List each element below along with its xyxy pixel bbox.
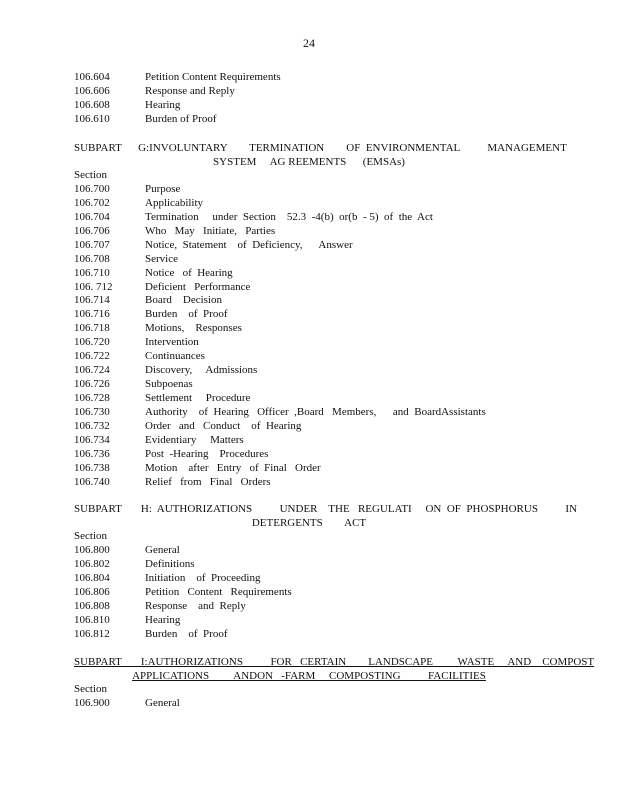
subpart-h-section-list <box>74 530 544 642</box>
list-item <box>74 378 544 392</box>
section-number: 106.610 <box>74 112 110 125</box>
section-title: Notice, Statement of Deficiency, Answer <box>145 238 353 251</box>
section-number: 106.802 <box>74 557 110 570</box>
subpart-h-heading-line1: SUBPART H: AUTHORIZATIONS UNDER THE REGULATI ON OF PHOSPHORUS IN <box>74 503 578 515</box>
list-item <box>74 336 544 350</box>
list-item <box>74 197 544 211</box>
list-item <box>74 267 544 281</box>
list-item <box>74 211 544 225</box>
section-number: 106.706 <box>74 224 110 237</box>
section-title: Service <box>145 252 178 265</box>
section-number: 106.718 <box>74 322 110 335</box>
section-title: Hearing <box>145 613 181 626</box>
list-item <box>74 434 544 448</box>
subpart-g-section-list <box>74 169 544 490</box>
section-number: 106.710 <box>74 266 110 279</box>
section-number: 106.804 <box>74 571 110 584</box>
section-number: 106.900 <box>74 696 110 709</box>
section-title: Petition Content Requirements <box>145 585 292 598</box>
section-title: Petition Content Requirements <box>145 71 281 83</box>
section-number: 106.810 <box>74 613 110 626</box>
list-item <box>74 697 544 711</box>
section-title: General <box>145 696 180 709</box>
section-title: Relief from Final Orders <box>145 475 271 488</box>
list-item <box>74 406 544 420</box>
section-number: 106.734 <box>74 433 110 446</box>
list-item <box>74 350 544 364</box>
section-number: 106.720 <box>74 336 110 349</box>
section-number: 106. 712 <box>74 280 113 293</box>
section-number: 106.732 <box>74 419 110 432</box>
list-item <box>74 392 544 406</box>
section-number: 106.738 <box>74 461 110 474</box>
subpart-i-heading-line1: SUBPART I:AUTHORIZATIONS FOR CERTAIN LANDSCAPE WASTE AND COMPOST <box>74 656 595 668</box>
section-title: Deficient Performance <box>145 280 251 293</box>
section-title: Burden of Proof <box>145 308 228 321</box>
section-title: Response and Reply <box>145 599 246 612</box>
list-item <box>74 99 544 113</box>
list-item <box>74 448 544 462</box>
section-title: Settlement Procedure <box>145 392 251 404</box>
list-item <box>74 364 544 378</box>
section-number: 106.700 <box>74 182 110 195</box>
section-title: Response and Reply <box>145 84 235 97</box>
section-title: Subpoenas <box>145 378 193 391</box>
section-title: Post -Hearing Procedures <box>145 447 269 460</box>
section-title: Evidentiary Matters <box>145 433 244 446</box>
list-item <box>74 225 544 239</box>
section-number: 106.808 <box>74 599 110 612</box>
section-title: Purpose <box>145 182 181 195</box>
list-item <box>74 322 544 336</box>
section-number: 106.704 <box>74 210 110 223</box>
section-title: Discovery, Admissions <box>145 364 258 377</box>
section-number: 106.730 <box>74 405 110 418</box>
section-title: Motion after Entry of Final Order <box>145 461 321 474</box>
subpart-h-heading-line2: DETERGENTS ACT <box>251 517 367 529</box>
section-title: Continuances <box>145 350 205 363</box>
section-title: Termination under Section 52.3 -4(b) or(b - 5) of the Act <box>145 210 433 223</box>
section-label: Section <box>74 169 107 181</box>
section-number: 106.604 <box>74 71 110 83</box>
section-number: 106.736 <box>74 447 110 460</box>
subpart-h-heading <box>74 502 578 530</box>
list-item <box>74 253 544 267</box>
subpart-i-heading-line2: APPLICATIONS ANDON -FARM COMPOSTING FACILITIES <box>132 670 486 682</box>
section-title: Hearing <box>145 98 181 111</box>
subpart-g-heading <box>74 141 567 169</box>
section-number: 106.800 <box>74 543 110 556</box>
section-number: 106.724 <box>74 364 110 377</box>
top-section-list <box>74 71 544 127</box>
list-item <box>74 462 544 476</box>
section-title: Definitions <box>145 557 195 570</box>
section-label: Section <box>74 530 107 542</box>
list-item <box>74 294 544 308</box>
list-item <box>74 85 544 99</box>
section-title: Applicability <box>145 196 204 209</box>
section-title: Who May Initiate, Parties <box>145 224 276 237</box>
section-title: Order and Conduct of Hearing <box>145 419 302 432</box>
section-title: Authority of Hearing Officer ,Board Members, and BoardAssistants <box>145 405 486 418</box>
section-number: 106.714 <box>74 294 110 307</box>
list-item <box>74 544 544 558</box>
section-title: Board Decision <box>145 294 222 307</box>
list-item <box>74 420 544 434</box>
section-title: Burden of Proof <box>145 112 217 125</box>
list-item <box>74 558 544 572</box>
list-item <box>74 600 544 614</box>
list-item <box>74 614 544 628</box>
list-item <box>74 183 544 197</box>
list-item <box>74 71 544 85</box>
section-number: 106.707 <box>74 238 110 251</box>
list-item <box>74 113 544 127</box>
section-number: 106.740 <box>74 475 110 488</box>
section-number: 106.708 <box>74 252 110 265</box>
subpart-i-heading <box>74 655 595 683</box>
section-title: General <box>145 543 180 556</box>
section-number: 106.812 <box>74 627 110 640</box>
list-item <box>74 572 544 586</box>
page-number: 24 <box>303 36 315 50</box>
section-title: Motions, Responses <box>145 322 242 335</box>
section-title: Initiation of Proceeding <box>145 571 261 584</box>
section-number: 106.702 <box>74 196 110 209</box>
section-number: 106.722 <box>74 350 110 363</box>
list-item <box>74 239 544 253</box>
list-item <box>74 586 544 600</box>
subpart-g-heading-line2: SYSTEM AG REEMENTS (EMSAs) <box>213 156 405 168</box>
section-label: Section <box>74 683 107 695</box>
section-number: 106.806 <box>74 585 110 598</box>
section-number: 106.606 <box>74 84 110 97</box>
list-item <box>74 476 544 490</box>
section-number: 106.716 <box>74 308 110 321</box>
subpart-g-heading-line1: SUBPART G:INVOLUNTARY TERMINATION OF ENVIRONMENTAL MANAGEMENT <box>74 142 567 154</box>
section-number: 106.728 <box>74 392 110 404</box>
section-title: Notice of Hearing <box>145 266 233 279</box>
list-item <box>74 308 544 322</box>
section-number: 106.608 <box>74 98 110 111</box>
list-item <box>74 281 544 295</box>
list-item <box>74 628 544 642</box>
section-title: Intervention <box>145 336 199 349</box>
subpart-i-section-list <box>74 683 544 711</box>
section-number: 106.726 <box>74 378 110 391</box>
section-title: Burden of Proof <box>145 627 228 640</box>
